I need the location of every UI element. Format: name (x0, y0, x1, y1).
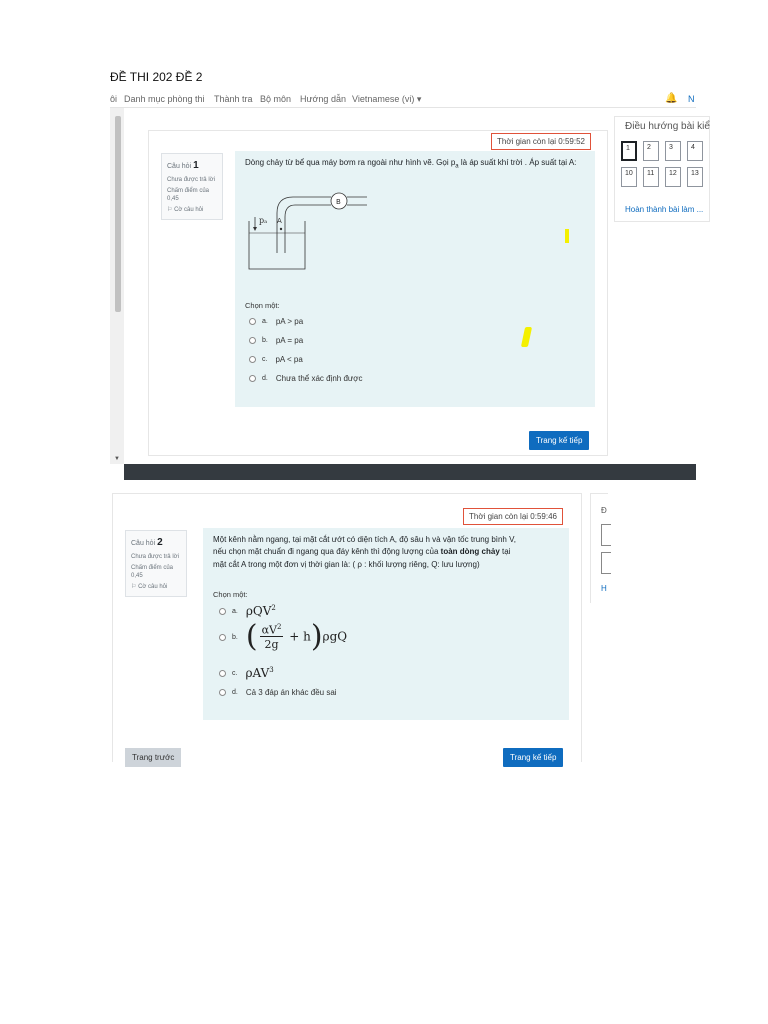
quiz-nav-button[interactable]: 10 (621, 167, 637, 187)
language-selector[interactable]: Vietnamese (vi) ▾ (352, 94, 422, 104)
highlight-mark (521, 327, 532, 347)
formula-c: ρAV$^3$ (245, 666, 274, 680)
footer-strip (124, 464, 696, 480)
option-d[interactable]: d. Chưa thể xác định được (249, 374, 363, 383)
option-c[interactable]: c. ρAV$^3$ (219, 666, 274, 680)
nav-item-partial[interactable]: ôi (110, 94, 118, 104)
notification-bell-icon[interactable]: 🔔 (665, 93, 678, 104)
side-panel-link[interactable]: H (601, 584, 607, 593)
screenshot-1 (110, 92, 710, 480)
radio-a[interactable] (219, 608, 226, 615)
radio-b[interactable] (249, 337, 256, 344)
page-content (124, 108, 710, 464)
side-panel-partial (590, 493, 608, 603)
nav-item-guide[interactable]: Hướng dẫn (300, 94, 346, 104)
question-number: Câu hỏi 2 (131, 537, 163, 548)
option-b[interactable]: b. pA = pa (249, 336, 303, 345)
screenshot-2 (112, 493, 608, 762)
flag-question[interactable]: ⚐ Cờ câu hỏi (131, 583, 168, 590)
nav-item-exam-rooms[interactable]: Danh mục phòng thi (124, 94, 205, 104)
flag-question[interactable]: ⚐ Cờ câu hỏi (167, 206, 204, 213)
previous-page-button[interactable]: Trang trước (125, 748, 181, 767)
quiz-nav-button[interactable]: 2 (643, 141, 659, 161)
question-content (235, 151, 595, 407)
timer-box: Thời gian còn lại 0:59:52 (491, 133, 591, 150)
question-number: Câu hỏi 1 (167, 160, 199, 171)
question-score: Chấm điểm của 0,45 (131, 564, 174, 579)
choose-one-label: Chọn một: (213, 590, 248, 599)
quiz-nav-button[interactable]: 3 (665, 141, 681, 161)
timer-box: Thời gian còn lại 0:59:46 (463, 508, 563, 525)
radio-d[interactable] (249, 375, 256, 382)
question-status: Chưa được trả lời (131, 553, 179, 560)
side-panel-box[interactable] (601, 552, 611, 574)
side-panel-box[interactable] (601, 524, 611, 546)
top-navbar (110, 92, 696, 108)
document-title: ĐỀ THI 202 ĐỀ 2 (110, 70, 203, 84)
quiz-nav-button[interactable]: 12 (665, 167, 681, 187)
question-score: Chấm điểm của 0,45 (167, 187, 210, 202)
flag-icon: ⚐ (131, 583, 137, 590)
scrollbar-thumb[interactable] (115, 116, 121, 312)
highlight-mark (565, 229, 569, 243)
choose-one-label: Chọn một: (245, 301, 280, 310)
question-text: Dòng chảy từ bể qua máy bơm ra ngoài như hình vẽ. Gọi $p_a$ là áp suất khí trời . Áp suất tại A: (245, 158, 577, 170)
radio-c[interactable] (219, 670, 226, 677)
quiz-nav-button[interactable]: 11 (643, 167, 659, 187)
question-text: Một kênh nằm ngang, tại mặt cắt ướt có diện tích A, độ sâu h và vận tốc trung bình V, nếu chọn mặt chuẩn đi ngang qua đáy kênh thì động lượng của toàn dòng chảy tại mặt cắt A trong một đơn vị thời gian là: ( ρ : khối lượng riêng, Q: lưu lượng) (213, 535, 516, 569)
next-page-button[interactable]: Trang kế tiếp (529, 431, 589, 450)
point-a-label: A (277, 217, 282, 225)
question-card-2 (112, 493, 582, 762)
option-d[interactable]: d. Cả 3 đáp án khác đều sai (219, 688, 337, 697)
question-status: Chưa được trả lời (167, 176, 215, 183)
option-a[interactable]: a. pA > pa (249, 317, 303, 326)
scroll-down-arrow-icon[interactable]: ▼ (114, 456, 120, 462)
quiz-nav-button[interactable]: 1 (621, 141, 637, 161)
option-c[interactable]: c. pA < pa (249, 355, 303, 364)
nav-item-departments[interactable]: Bộ môn (260, 94, 292, 104)
radio-b[interactable] (219, 634, 226, 641)
next-page-button[interactable]: Trang kế tiếp (503, 748, 563, 767)
question-info (125, 530, 187, 597)
quiz-nav-button[interactable]: 13 (687, 167, 703, 187)
side-panel-title: Đ (601, 506, 607, 515)
option-a[interactable]: a. ρQV$^2$ (219, 604, 276, 618)
atmospheric-pressure-label: pₐ (259, 216, 268, 225)
question-info (161, 153, 223, 220)
formula-a: ρQV$^2$ (245, 604, 276, 618)
vertical-scrollbar[interactable] (110, 108, 124, 464)
question-card-1 (148, 130, 608, 456)
tank-pump-diagram (243, 191, 378, 281)
quiz-navigation-title: Điều hướng bài kiể (625, 121, 710, 132)
flag-icon: ⚐ (167, 206, 173, 213)
nav-item-inspection[interactable]: Thành tra (214, 94, 253, 104)
quiz-navigation-panel (614, 116, 710, 222)
radio-d[interactable] (219, 689, 226, 696)
question-content (203, 528, 569, 720)
radio-c[interactable] (249, 356, 256, 363)
formula-b: ( $\frac{\alpha V^2}{2g}$ + h)ρgQ (245, 619, 348, 654)
quiz-nav-button[interactable]: 4 (687, 141, 703, 161)
option-b[interactable]: b. ( $\frac{\alpha V^2}{2g}$ + h)ρgQ (219, 622, 347, 652)
finish-attempt-link[interactable]: Hoàn thành bài làm ... (625, 205, 704, 214)
pump-label-b: B (336, 198, 341, 206)
user-avatar[interactable]: N (688, 94, 695, 104)
radio-a[interactable] (249, 318, 256, 325)
